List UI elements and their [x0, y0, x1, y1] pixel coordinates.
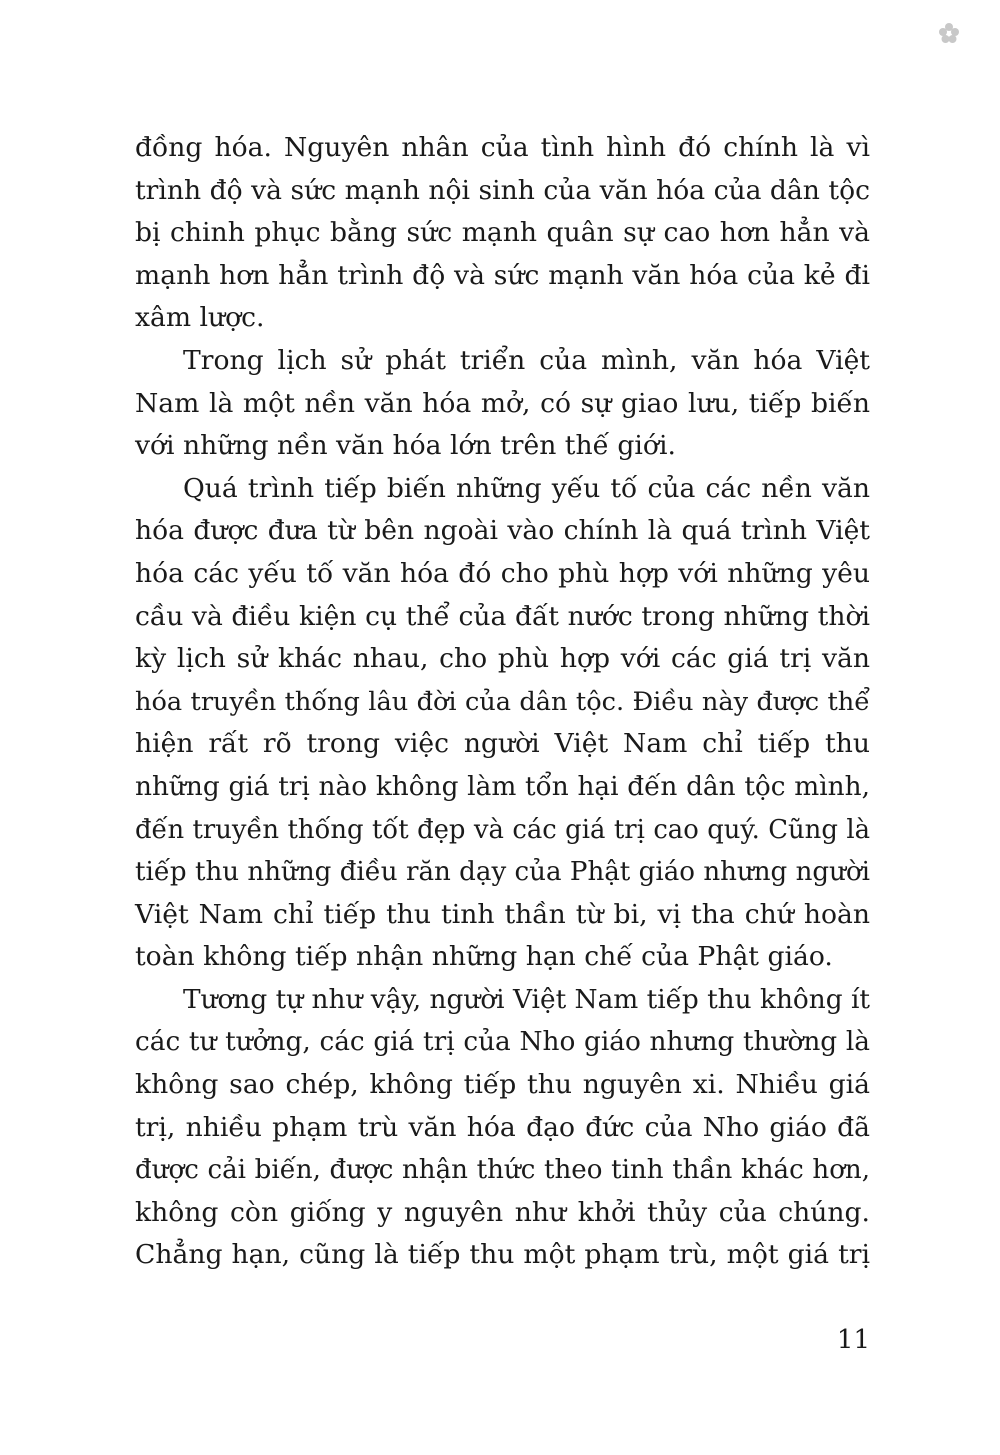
text-line: Trong lịch sử phát triển của mình, văn hóa Việt — [183, 344, 870, 376]
text-line: bị chinh phục bằng sức mạnh quân sự cao hơn hẳn và — [135, 217, 870, 249]
text-line: những giá trị nào không làm tổn hại đến dân tộc mình, — [135, 771, 870, 802]
text-line: không còn giống y nguyên như khởi thủy của chúng. — [135, 1196, 870, 1228]
text-line: Quá trình tiếp biến những yếu tố của các nền văn — [183, 472, 870, 504]
text-line: Chẳng hạn, cũng là tiếp thu một phạm trù, một giá trị — [135, 1239, 870, 1271]
paragraph — [135, 127, 870, 340]
text-line: các tư tưởng, các giá trị của Nho giáo nhưng thường là — [135, 1027, 870, 1058]
text-line: mạnh hơn hẳn trình độ và sức mạnh văn hóa của kẻ đi — [135, 259, 870, 291]
text-line: kỳ lịch sử khác nhau, cho phù hợp với các giá trị văn — [135, 643, 870, 675]
text-line: Tương tự như vậy, người Việt Nam tiếp thu không ít — [183, 984, 870, 1015]
text-line: được cải biến, được nhận thức theo tinh thần khác hơn, — [135, 1155, 870, 1186]
text-line: Nam là một nền văn hóa mở, có sự giao lưu, tiếp biến — [135, 387, 870, 419]
text-line: không sao chép, không tiếp thu nguyên xi. Nhiều giá — [135, 1069, 870, 1101]
text-line: hóa các yếu tố văn hóa đó cho phù hợp với những yêu — [135, 557, 870, 589]
text-line: đồng hóa. Nguyên nhân của tình hình đó chính là vì — [135, 132, 870, 163]
text-line: đến truyền thống tốt đẹp và các giá trị cao quý. Cũng là — [135, 814, 870, 845]
text-line: trị, nhiều phạm trù văn hóa đạo đức của Nho giáo đã — [135, 1111, 870, 1143]
text-line: hóa truyền thống lâu đời của dân tộc. Điều này được thể — [135, 686, 870, 717]
paragraph — [135, 979, 870, 1277]
page-number: 11 — [836, 1325, 870, 1355]
text-line: cầu và điều kiện cụ thể của đất nước trong những thời — [135, 600, 870, 632]
text-line: tiếp thu những điều răn dạy của Phật giáo nhưng người — [135, 857, 870, 888]
text-line: trình độ và sức mạnh nội sinh của văn hóa của dân tộc — [135, 174, 870, 206]
text-line: với những nền văn hóa lớn trên thế giới. — [135, 430, 676, 462]
text-line: toàn không tiếp nhận những hạn chế của Phật giáo. — [135, 941, 833, 973]
body-text — [135, 127, 870, 1277]
text-line: xâm lược. — [135, 302, 265, 334]
text-line: hóa được đưa từ bên ngoài vào chính là quá trình Việt — [135, 515, 870, 547]
paragraph — [135, 340, 870, 468]
paragraph — [135, 468, 870, 979]
text-line: hiện rất rõ trong việc người Việt Nam chỉ tiếp thu — [135, 728, 870, 760]
flower-ornament-icon — [938, 22, 960, 44]
text-line: Việt Nam chỉ tiếp thu tinh thần từ bi, vị tha chứ hoàn — [135, 898, 870, 930]
